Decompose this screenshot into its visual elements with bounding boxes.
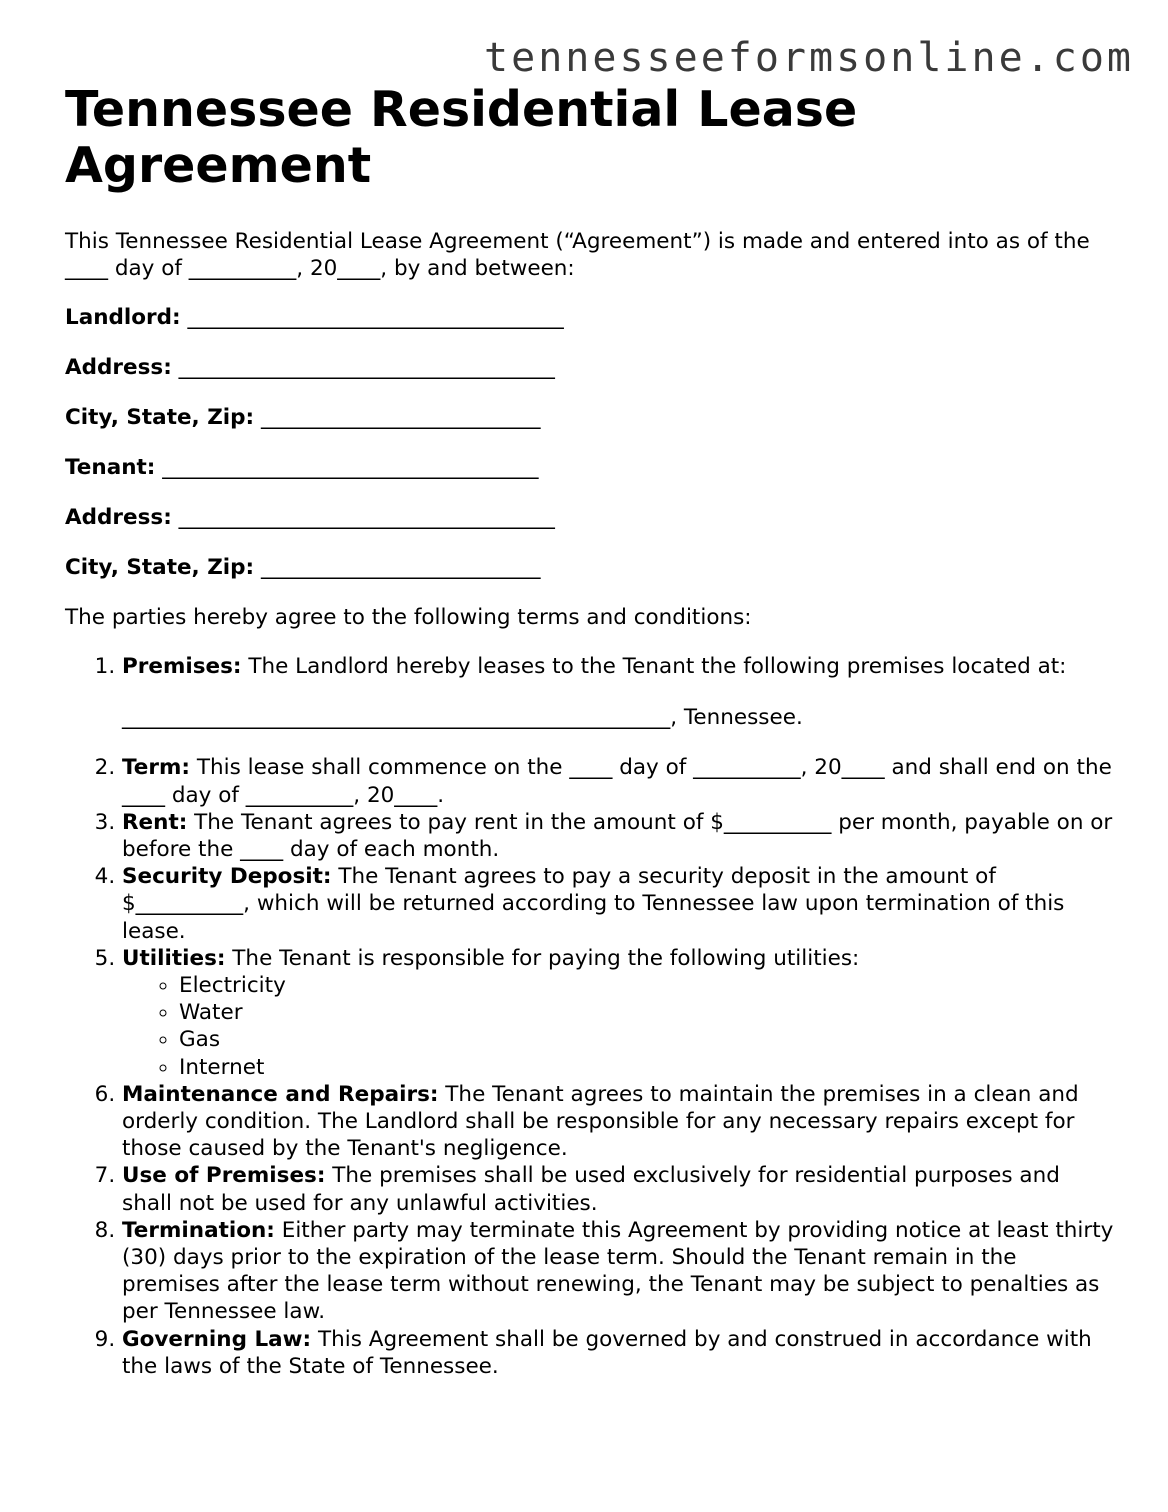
term-text: The Tenant agrees to pay rent in the amount of $__________ per month, payable on or before the ____ day of each month. [122, 809, 1113, 863]
landlord-address-field [65, 354, 1115, 381]
document-body [65, 82, 1115, 1380]
field-blank[interactable]: ___________________________________ [178, 505, 555, 530]
field-label: Address: [65, 505, 172, 530]
term-label: Termination: [122, 1217, 275, 1243]
term-termination [122, 1217, 1115, 1326]
term-utilities [122, 945, 1115, 1081]
field-blank[interactable]: ___________________________________ [178, 355, 555, 380]
term-label: Maintenance and Repairs: [122, 1081, 439, 1107]
utility-item: ◦ Water [179, 999, 1115, 1026]
field-blank[interactable]: __________________________ [261, 405, 541, 430]
term-text: The Tenant is responsible for paying the following utilities: [225, 945, 860, 971]
terms-lead: The parties hereby agree to the following terms and conditions: [65, 605, 752, 630]
term-text: The Landlord hereby leases to the Tenant the following premises located at: [241, 654, 1067, 679]
field-blank[interactable]: ___________________________________ [162, 455, 539, 480]
utility-item: ◦ Gas [179, 1026, 1115, 1053]
site-watermark: tennesseeformsonline.com [484, 35, 1134, 81]
utilities-list [122, 972, 1115, 1081]
term-label: Rent: [122, 809, 188, 835]
field-blank[interactable]: ___________________________________ [187, 305, 564, 330]
landlord-field [65, 304, 1115, 331]
tenant-address-field [65, 504, 1115, 531]
field-label: Tenant: [65, 455, 156, 480]
term-label: Utilities: [122, 945, 226, 971]
term-label: Use of Premises: [122, 1163, 326, 1189]
field-label: City, State, Zip: [65, 405, 255, 430]
term-term [122, 754, 1115, 808]
intro-paragraph: This Tennessee Residential Lease Agreement (“Agreement”) is made and entered into as of the ____ day of __________, 20____, by and between: [65, 229, 1090, 281]
utility-item: ◦ Internet [179, 1054, 1115, 1081]
term-governing-law [122, 1326, 1115, 1380]
term-label: Governing Law: [122, 1326, 312, 1352]
term-label: Term: [122, 755, 190, 781]
term-label: Security Deposit: [122, 864, 332, 890]
term-maintenance-and-repairs [122, 1081, 1115, 1163]
field-blank[interactable]: __________________________ [261, 555, 541, 580]
term-label: Premises: [122, 654, 242, 679]
term-text: The premises shall be used exclusively for residential purposes and shall not be used for any unlawful activities. [122, 1163, 1060, 1216]
term-rent [122, 809, 1115, 863]
term-security-deposit [122, 863, 1115, 945]
term-text: The Tenant agrees to pay a security deposit in the amount of $__________, which will be returned according to Tennessee law upon termination of this lease. [122, 864, 1065, 944]
term-use-of-premises [122, 1162, 1115, 1216]
field-label: City, State, Zip: [65, 555, 255, 580]
term-premises [122, 653, 1115, 731]
document-title: Tennessee Residential Lease Agreement [65, 81, 858, 194]
utility-item: ◦ Electricity [179, 972, 1115, 999]
field-label: Address: [65, 355, 172, 380]
field-label: Landlord: [65, 305, 181, 330]
term-text: Either party may terminate this Agreement by providing notice at least thirty (30) days prior to the expiration of the lease term. Should the Tenant remain in the premises after the lease term without renewing, the Tenant may be subject to penalties as per Tennessee law. [122, 1217, 1114, 1325]
term-text: This lease shall commence on the ____ day of __________, 20____ and shall end on the ____ day of __________, 20____. [122, 755, 1112, 808]
term-text: The Tenant agrees to maintain the premises in a clean and orderly condition. The Landlord shall be responsible for any necessary repairs except for those caused by the Tenant's negligence. [122, 1081, 1079, 1162]
landlord-city-state-zip-field [65, 404, 1115, 431]
terms-list [65, 653, 1115, 1380]
tenant-city-state-zip-field [65, 554, 1115, 581]
tenant-field [65, 454, 1115, 481]
term-text: This Agreement shall be governed by and construed in accordance with the laws of the State of Tennessee. [122, 1326, 1092, 1379]
premises-address-blank[interactable]: ___________________________________________________, Tennessee. [122, 705, 803, 731]
